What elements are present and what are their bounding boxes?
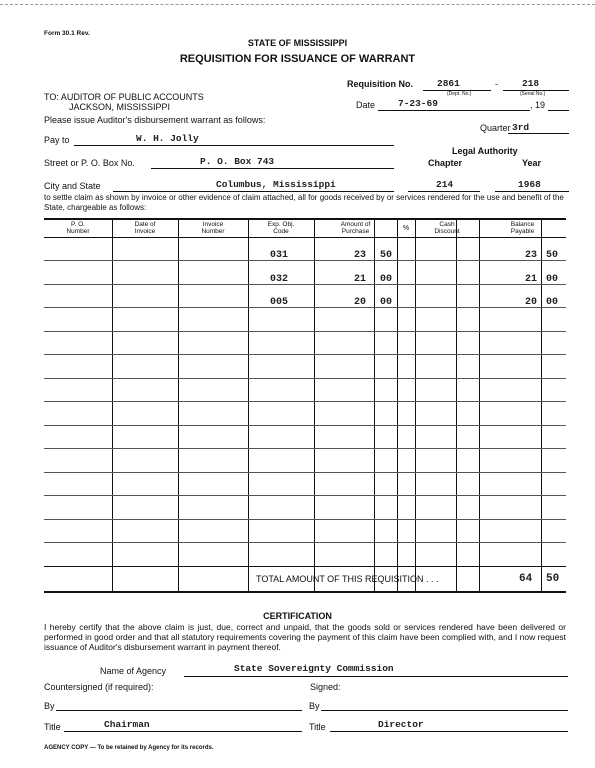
row2-amount-dollars: 21 — [354, 274, 367, 285]
chapter-line — [408, 191, 480, 192]
quarter-label: Quarter — [480, 123, 511, 133]
title-left-label: Title — [44, 722, 61, 732]
year-line — [548, 110, 569, 111]
to-line1: TO: AUDITOR OF PUBLIC ACCOUNTS — [44, 92, 204, 102]
chapter-label: Chapter — [428, 158, 463, 168]
row2-amount-cents: 00 — [380, 274, 393, 285]
by-right-line[interactable] — [321, 710, 568, 711]
header-po: P. O. Number — [66, 221, 90, 235]
row1-balance-cents: 50 — [546, 250, 559, 261]
city-line — [113, 191, 394, 192]
city-value[interactable]: Columbus, Mississippi — [216, 179, 336, 190]
date-value[interactable]: 7-23-69 — [398, 98, 438, 109]
row-rule — [44, 425, 566, 426]
certification-text: I hereby certify that the above claim is just, due, correct and unpaid, that the goods sold or services rendered have been delivered or performed in good order and that all statutory requirements covering the payment of this claim have been complied with, and I now request issuance of Auditor's disbursement warrant in payment thereof. — [44, 622, 566, 652]
total-rule — [44, 566, 566, 567]
date-line — [378, 110, 530, 111]
title-right-value[interactable]: Director — [378, 719, 424, 730]
year-label: Year — [522, 158, 542, 168]
title-left-line — [64, 731, 302, 732]
footer-note: AGENCY COPY — To be retained by Agency for its records. — [44, 745, 214, 751]
pay-to-value[interactable]: W. H. Jolly — [136, 133, 199, 144]
line-items-table — [44, 218, 566, 593]
year-prefix: , 19 — [530, 100, 546, 110]
row-rule — [44, 260, 566, 261]
row3-obj-code: 005 — [270, 297, 289, 308]
row3-balance-dollars: 20 — [525, 297, 538, 308]
street-label: Street or P. O. Box No. — [44, 158, 135, 168]
row-rule — [44, 307, 566, 308]
legal-year-line — [495, 191, 569, 192]
row1-obj-code: 031 — [270, 250, 289, 261]
header-balance: Balance Payable — [510, 221, 535, 235]
title-right-label: Title — [309, 722, 326, 732]
form-number: Form 30.1 Rev. — [44, 30, 90, 37]
total-dollars: 64 — [519, 573, 533, 585]
row-rule — [44, 331, 566, 332]
row1-balance-dollars: 23 — [525, 250, 538, 261]
row3-amount-cents: 00 — [380, 297, 393, 308]
serial-no-value[interactable]: 218 — [522, 78, 540, 89]
requisition-dash: - — [495, 79, 498, 89]
legal-year-value[interactable]: 1968 — [518, 179, 541, 190]
state-heading: STATE OF MISSISSIPPI — [247, 38, 348, 48]
col-divider — [479, 220, 480, 591]
row2-balance-cents: 00 — [546, 274, 559, 285]
col-divider — [541, 220, 542, 591]
settle-claim-text: to settle claim as shown by invoice or other evidence of claim attached, all for goods received by or services rendered for the use and benefit of the State, chargeable as follows: — [44, 193, 564, 212]
quarter-line — [508, 133, 569, 134]
agency-name-value[interactable]: State Sovereignty Commission — [234, 663, 394, 674]
row-rule — [44, 354, 566, 355]
col-divider — [178, 220, 179, 591]
by-left-label: By — [44, 701, 55, 711]
total-cents: 50 — [546, 573, 560, 585]
by-left-line[interactable] — [56, 710, 302, 711]
agency-name-line — [184, 676, 568, 677]
row-rule — [44, 472, 566, 473]
city-label: City and State — [44, 181, 101, 191]
header-invoice-date: Date of Invoice — [134, 221, 156, 235]
dept-no-caption: (Dept. No.) — [447, 91, 472, 97]
col-divider — [112, 220, 113, 591]
row2-balance-dollars: 21 — [525, 274, 538, 285]
row-rule — [44, 542, 566, 543]
total-label: TOTAL AMOUNT OF THIS REQUISITION . . . — [256, 574, 439, 584]
row-rule — [44, 448, 566, 449]
row2-obj-code: 032 — [270, 274, 289, 285]
street-line — [151, 168, 394, 169]
agency-name-label: Name of Agency — [100, 666, 167, 676]
header-cash-discount: Cash Discount — [434, 221, 460, 235]
row-rule — [44, 378, 566, 379]
to-line2: JACKSON, MISSISSIPPI — [69, 102, 171, 112]
by-right-label: By — [309, 701, 320, 711]
header-invoice-number: Invoice Number — [201, 221, 225, 235]
chapter-value[interactable]: 214 — [436, 179, 454, 190]
header-obj-code: Exp. Obj. Code — [267, 221, 295, 235]
col-divider — [456, 220, 457, 591]
quarter-value[interactable]: 3rd — [512, 122, 530, 133]
signed-label: Signed: — [310, 682, 341, 692]
col-divider — [374, 220, 375, 591]
header-amount: Amount of Purchase — [340, 221, 371, 235]
legal-authority-heading: Legal Authority — [452, 146, 518, 156]
top-edge-dashes — [0, 4, 595, 5]
row-rule — [44, 284, 566, 285]
row3-balance-cents: 00 — [546, 297, 559, 308]
date-label: Date — [356, 100, 376, 110]
row-rule — [44, 495, 566, 496]
instruction-text: Please issue Auditor's disbursement warrant as follows: — [44, 115, 266, 125]
col-divider — [314, 220, 315, 591]
header-rule — [44, 237, 566, 238]
row1-amount-cents: 50 — [380, 250, 393, 261]
title-right-line — [330, 731, 568, 732]
serial-no-caption: (Serial No.) — [520, 91, 546, 97]
certification-heading: CERTIFICATION — [263, 611, 332, 621]
row1-amount-dollars: 23 — [354, 250, 367, 261]
form-title: REQUISITION FOR ISSUANCE OF WARRANT — [179, 53, 416, 65]
requisition-label: Requisition No. — [347, 79, 413, 89]
col-divider — [397, 220, 398, 591]
title-left-value[interactable]: Chairman — [104, 719, 150, 730]
pay-to-label: Pay to — [44, 135, 70, 145]
street-value[interactable]: P. O. Box 743 — [200, 156, 275, 167]
countersigned-label: Countersigned (if required): — [44, 682, 154, 692]
col-divider — [415, 220, 416, 591]
header-percent: % — [402, 225, 410, 232]
row3-amount-dollars: 20 — [354, 297, 367, 308]
row-rule — [44, 401, 566, 402]
pay-to-line — [74, 145, 394, 146]
dept-no-value[interactable]: 2861 — [437, 78, 460, 89]
row-rule — [44, 519, 566, 520]
col-divider — [248, 220, 249, 591]
